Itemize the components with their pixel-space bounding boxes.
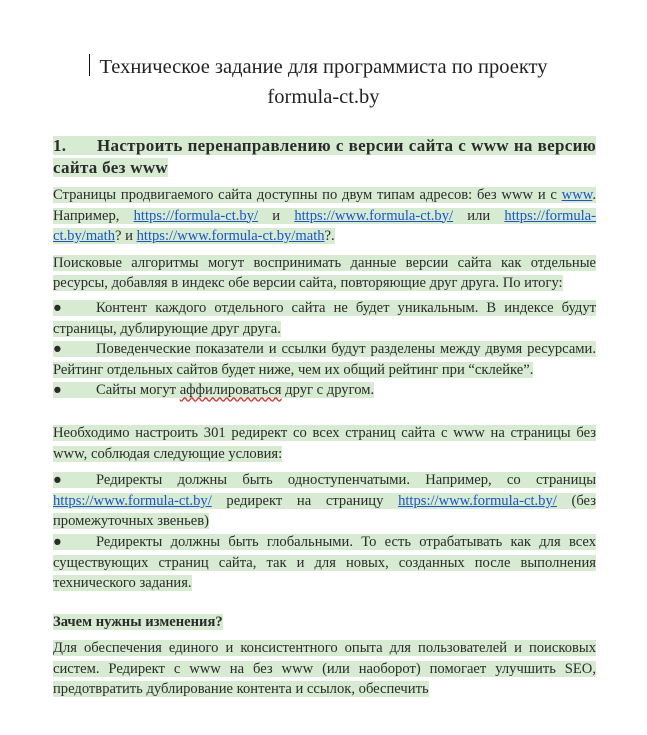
title-line-1: Техническое задание для программиста по проекту <box>99 56 548 78</box>
paragraph-3-text: Необходимо настроить 301 редирект со всех страниц сайта с www на страницы без www, соблюдая следующие условия: <box>53 424 596 462</box>
paragraph-2-text: Поисковые алгоритмы могут воспринимать данные версии сайта как отдельные ресурсы, добавляя в индекс обе версии сайта, повторяющие друг друга. По итогу: <box>53 254 596 292</box>
text: или <box>453 207 505 224</box>
bullet-item <box>53 380 596 401</box>
bullet-item <box>53 298 596 339</box>
link-www-formula-ct-math[interactable]: https://www.formula-ct.by/math <box>136 228 325 245</box>
paragraph-3 <box>53 423 596 464</box>
section-1-heading <box>53 135 596 179</box>
link-redirect-from[interactable]: https://www.formula-ct.by/ <box>53 492 212 509</box>
bullet-item <box>53 470 596 532</box>
bullet-item <box>53 532 596 594</box>
bullet-icon: ● <box>53 341 62 358</box>
text: ?. <box>324 228 335 245</box>
link-www[interactable]: www <box>561 187 593 203</box>
bullet-text: Редиректы должны быть глобальными. То есть отрабатывать как для всех существующих страниц сайта, так и для новых, созданных после выполнения технического задания. <box>53 533 596 592</box>
bullet-text: Поведенческие показатели и ссылки будут разделены между двумя ресурсами. Рейтинг отдельных сайтов будет ниже, чем их общий рейтинг при “склейке”. <box>53 341 596 378</box>
text: Страницы продвигаемого сайта доступны по двум типам адресов: без www и с <box>53 187 562 203</box>
text: ? и <box>115 228 137 245</box>
link-www-formula-ct[interactable]: https://www.formula-ct.by/ <box>294 207 454 224</box>
bullet-text: Редиректы должны быть одноступенчатыми. Например, со страницы <box>96 472 596 489</box>
link-redirect-to[interactable]: https://www.formula-ct.by/ <box>398 492 557 509</box>
bullet-icon: ● <box>53 382 62 399</box>
bullet-icon: ● <box>53 299 62 316</box>
section-number: 1. <box>53 136 67 155</box>
section-heading-text: Настроить перенаправлению с версии сайта с www на версию сайта без www <box>53 136 596 177</box>
text: и <box>258 207 295 224</box>
bullet-text: друг с другом. <box>281 382 375 399</box>
paragraph-4-text: Для обеспечения единого и консистентного опыта для пользователей и поисковых систем. Редирект с www на без www (или наоборот) помогает улучшить SEO, предотвратить дублирование контента и ссылок, обеспечить <box>53 640 596 698</box>
link-formula-ct-math[interactable]: https://formula-ct.by/math <box>53 207 597 245</box>
spellcheck-word[interactable]: аффилироваться <box>179 382 282 399</box>
bullet-icon: ● <box>53 533 62 550</box>
subheading <box>53 612 596 633</box>
text: . Например, <box>53 187 596 224</box>
document-title <box>60 52 587 112</box>
bullet-text: (без промежуточных звеньев) <box>53 492 596 530</box>
link-formula-ct[interactable]: https://formula-ct.by/ <box>133 207 259 224</box>
bullet-text: Сайты могут <box>96 382 180 399</box>
document-body <box>53 135 596 700</box>
title-line-2: formula-ct.by <box>267 86 380 108</box>
bullet-icon: ● <box>53 472 62 489</box>
paragraph-2 <box>53 253 596 294</box>
bullet-text: редирект на страницу <box>211 492 399 509</box>
bullet-text: Контент каждого отдельного сайта не будет уникальным. В индексе будут страницы, дублирующие друг друга. <box>53 299 596 337</box>
subheading-text: Зачем нужны изменения? <box>53 613 223 630</box>
paragraph-4 <box>53 638 596 700</box>
bullet-item <box>53 339 596 380</box>
paragraph-1 <box>53 185 596 247</box>
